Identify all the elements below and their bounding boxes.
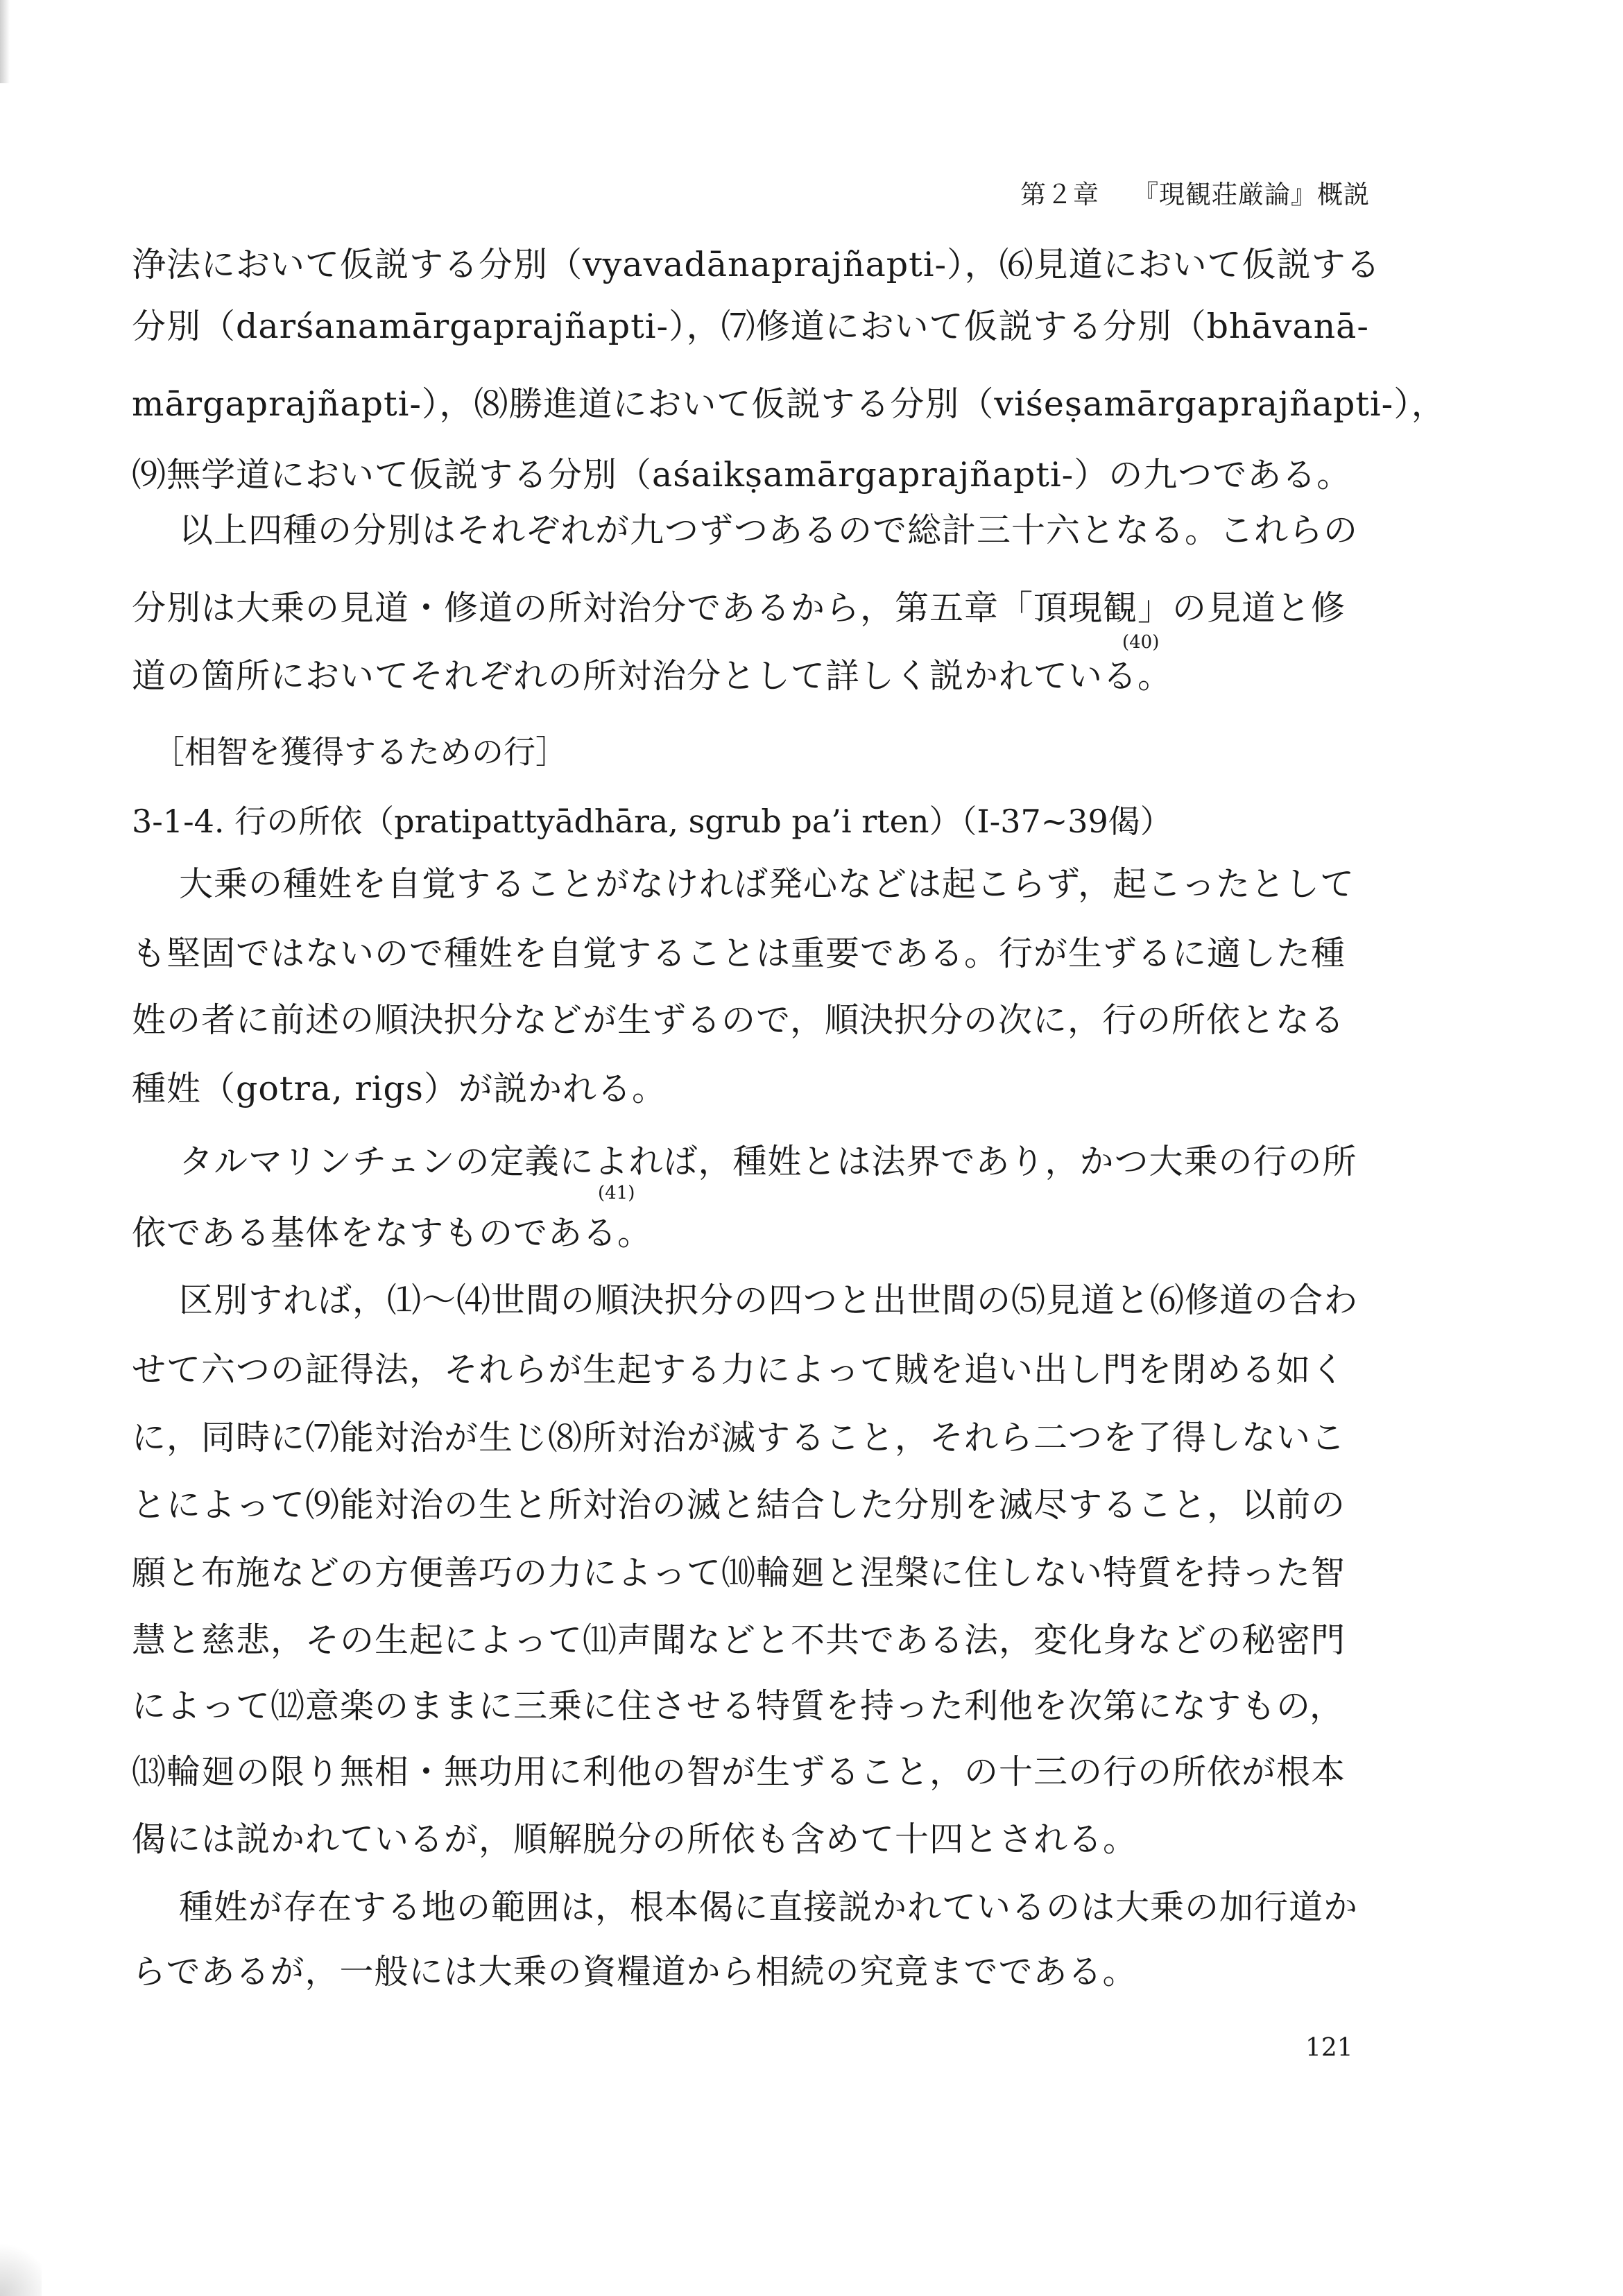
body-line-17: とによって⑼能対治の生と所対治の滅と結合した分別を滅尽すること，以前の [132, 1485, 1346, 1525]
body-line-12: タルマリンチェンの定義によれば，種姓とは法界であり，かつ大乗の行の所 [179, 1142, 1357, 1181]
body-line-23: 種姓が存在する地の範囲は，根本偈に直接説かれているのは大乗の加行道か [179, 1887, 1359, 1927]
footnote-ref-41: (41) [598, 1183, 635, 1203]
body-line-5: 以上四種の分別はそれぞれが九つずつあるので総計三十六となる。これらの [179, 511, 1359, 550]
body-line-14: 区別すれば，⑴～⑷世間の順決択分の四つと出世間の⑸見道と⑹修道の合わ [179, 1280, 1359, 1320]
section-heading-3-1-4: 3-1-4. 行の所依（pratipattyādhāra, sgrub pa’i rten）（I-37~39偈） [132, 803, 1172, 840]
body-line-4: ⑼無学道において仮説する分別（aśaikṣamārgaprajñapti-）の九つである。 [132, 455, 1352, 495]
footnote-ref-40: (40) [1122, 632, 1160, 653]
header-title: 『現観荘厳論』概説 [1133, 180, 1370, 209]
body-line-21: ⒀輪廻の限り無相・無功用に利他の智が生ずること，の十三の行の所依が根本 [132, 1752, 1346, 1792]
header-chapter: 第２章 [1020, 180, 1099, 209]
body-line-22: 偈には説かれているが，順解脱分の所依も含めて十四とされる。 [132, 1819, 1138, 1859]
body-line-15: せて六つの証得法，それらが生起する力によって賊を追い出し門を閉める如く [132, 1350, 1346, 1389]
body-line-19: 慧と慈悲，その生起によって⑾声聞などと不共である法，変化身などの秘密門 [132, 1620, 1346, 1660]
body-line-2: 分別（darśanamārgaprajñapti-），⑺修道において仮説する分別（bhāvanā- [132, 307, 1369, 346]
page-number: 121 [1305, 2034, 1353, 2062]
scan-corner-mark [0, 2234, 42, 2296]
body-line-8: 大乗の種姓を自覚することがなければ発心などは起こらず，起こったとして [179, 864, 1355, 904]
body-line-13: 依である基体をなすものである。 [132, 1213, 653, 1253]
body-line-7: 道の箇所においてそれぞれの所対治分として詳しく説かれている。 [132, 656, 1173, 696]
running-header [1020, 173, 1370, 211]
body-line-20: によって⑿意楽のままに三乗に住させる特質を持った利他を次第になすもの， [132, 1686, 1345, 1726]
body-line-10: 姓の者に前述の順決択分などが生ずるので，順決択分の次に，行の所依となる [132, 1000, 1346, 1040]
scan-edge-mark [0, 0, 10, 83]
body-line-18: 願と布施などの方便善巧の力によって⑽輪廻と涅槃に住しない特質を持った智 [132, 1553, 1346, 1593]
body-line-16: に，同時に⑺能対治が生じ⑻所対治が滅すること，それら二つを了得しないこ [132, 1418, 1346, 1457]
body-line-9: も堅固ではないので種姓を自覚することは重要である。行が生ずるに適した種 [132, 934, 1346, 973]
body-line-24: らであるが，一般には大乗の資糧道から相続の究竟までである。 [132, 1952, 1137, 1991]
body-line-6: 分別は大乗の見道・修道の所対治分であるから，第五章「頂現観」の見道と修 [132, 588, 1346, 628]
body-line-3: mārgaprajñapti-），⑻勝進道において仮説する分別（viśeṣamārgaprajñapti-）， [132, 384, 1446, 424]
body-line-1: 浄法において仮説する分別（vyavadānaprajñapti-），⑹見道において仮説する [132, 245, 1381, 284]
section-heading-bracket: ［相智を獲得するための行］ [153, 733, 567, 771]
body-line-11: 種姓（gotra, rigs）が説かれる。 [132, 1069, 667, 1108]
